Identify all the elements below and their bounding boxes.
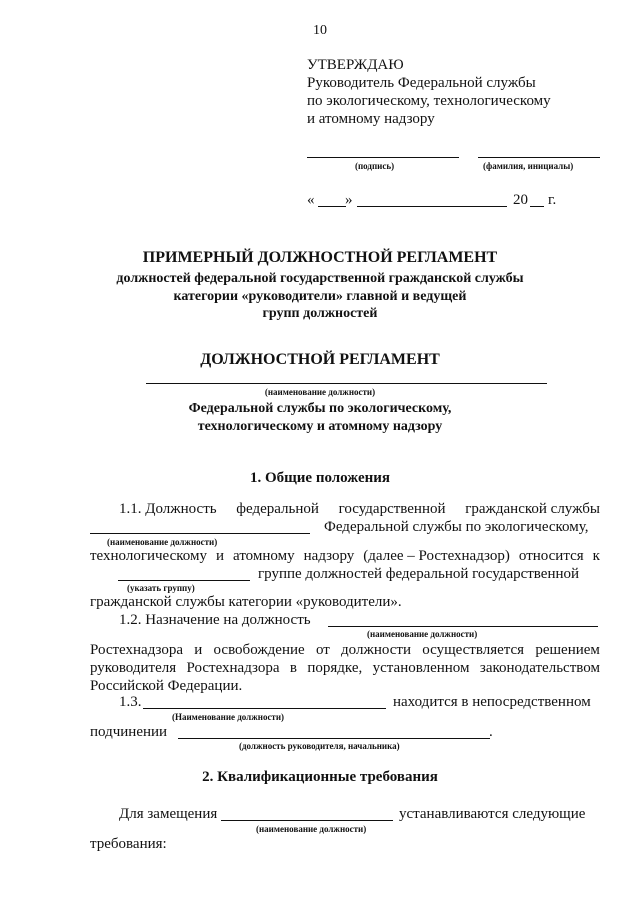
p13-supervisor-caption: (должность руководителя, начальника) — [239, 741, 400, 751]
p11-position-caption: (наименование должности) — [107, 537, 218, 547]
p12-word: законодательством — [479, 660, 600, 676]
p11-line-3 — [90, 547, 600, 565]
p11-word: и — [216, 548, 225, 564]
p11-position-line[interactable] — [90, 533, 310, 534]
approval-line-1: Руководитель Федеральной службы — [307, 75, 536, 91]
p12-word: Ростехнадзора — [90, 642, 184, 658]
approval-line-3: и атомному надзору — [307, 111, 435, 127]
p12-line-3 — [90, 659, 600, 677]
date-open-quote: « — [307, 192, 315, 208]
p12-word: осуществляется — [422, 642, 525, 658]
p12-word: Ростехнадзора — [186, 660, 280, 676]
p12-word: установленном — [372, 660, 470, 676]
position-name-line[interactable] — [146, 383, 547, 384]
year-prefix: 20 — [513, 192, 528, 208]
p11-word: к — [592, 548, 600, 564]
p13-line-1: находится в непосредственном — [393, 694, 591, 710]
p11-word: (далее – Ростехнадзор) — [363, 548, 510, 564]
section-1-heading: 1. Общие положения — [249, 470, 391, 486]
p11-word: надзору — [303, 548, 355, 564]
page-number: 10 — [313, 23, 327, 38]
section-2-position-line[interactable] — [221, 820, 393, 821]
p13-number: 1.3. — [119, 694, 142, 710]
signature-caption: (подпись) — [355, 161, 395, 171]
section-2-line-1-end: устанавливаются следующие — [399, 806, 586, 822]
regulation-heading: ДОЛЖНОСТНОЙ РЕГЛАМЕНТ — [200, 351, 440, 368]
p11-word: федеральной — [236, 501, 319, 517]
p12-word: от — [315, 642, 330, 658]
p12-word: решением — [535, 642, 600, 658]
document-subtitle-2: категории «руководители» главной и ведущей — [173, 289, 467, 304]
date-day-line[interactable] — [318, 206, 346, 207]
p13-position-caption: (Наименование должности) — [172, 712, 285, 722]
p13-end: . — [489, 724, 493, 740]
p11-group-line[interactable] — [118, 580, 250, 581]
p11-line-2: Федеральной службы по экологическому, — [324, 519, 589, 535]
name-line[interactable] — [478, 157, 600, 158]
service-name-line-1: Федеральной службы по экологическому, — [188, 401, 452, 416]
approval-heading: УТВЕРЖДАЮ — [307, 57, 404, 73]
signature-line[interactable] — [307, 157, 459, 158]
p11-word: 1.1. Должность — [119, 501, 217, 517]
p12-line-1: 1.2. Назначение на должность — [119, 612, 311, 628]
p12-line-2 — [90, 641, 600, 659]
p12-line-4: Российской Федерации. — [90, 678, 243, 694]
p11-word: государственной — [338, 501, 446, 517]
p11-group-caption: (указать группу) — [127, 583, 195, 593]
approval-line-2: по экологическому, технологическому — [307, 93, 551, 109]
date-month-line[interactable] — [357, 206, 507, 207]
p11-word: гражданской службы — [465, 501, 600, 517]
date-close-quote: » — [345, 192, 353, 208]
p11-line-1 — [119, 500, 600, 518]
p12-word: освобождение — [213, 642, 305, 658]
document-subtitle-1: должностей федеральной государственной гражданской службы — [116, 271, 524, 286]
name-caption: (фамилия, инициалы) — [483, 161, 574, 171]
p12-word: руководителя — [90, 660, 177, 676]
p12-word: и — [194, 642, 203, 658]
p12-position-caption: (наименование должности) — [367, 629, 478, 639]
p11-line-4: группе должностей федеральной государственной — [258, 566, 580, 582]
p12-word: должности — [341, 642, 411, 658]
p13-line-2: подчинении — [90, 724, 168, 740]
p11-word: технологическому — [90, 548, 207, 564]
p11-word: атомному — [233, 548, 295, 564]
p11-line-5: гражданской службы категории «руководители». — [90, 594, 402, 610]
p13-supervisor-line[interactable] — [178, 738, 490, 739]
section-2-line-1-start: Для замещения — [119, 806, 218, 822]
document-subtitle-3: групп должностей — [262, 306, 378, 321]
section-2-line-2: требования: — [90, 836, 167, 852]
service-name-line-2: технологическому и атомному надзору — [197, 419, 443, 434]
section-2-heading: 2. Квалификационные требования — [202, 769, 438, 785]
p11-word: относится — [518, 548, 584, 564]
p12-position-line[interactable] — [328, 626, 598, 627]
section-2-position-caption: (наименование должности) — [256, 824, 367, 834]
p13-position-line[interactable] — [143, 708, 386, 709]
position-name-caption: (наименование должности) — [264, 387, 376, 397]
year-suffix: г. — [548, 192, 557, 208]
year-line[interactable] — [530, 206, 544, 207]
p12-word: порядке, — [307, 660, 363, 676]
document-title: ПРИМЕРНЫЙ ДОЛЖНОСТНОЙ РЕГЛАМЕНТ — [142, 249, 498, 266]
p12-word: в — [289, 660, 297, 676]
